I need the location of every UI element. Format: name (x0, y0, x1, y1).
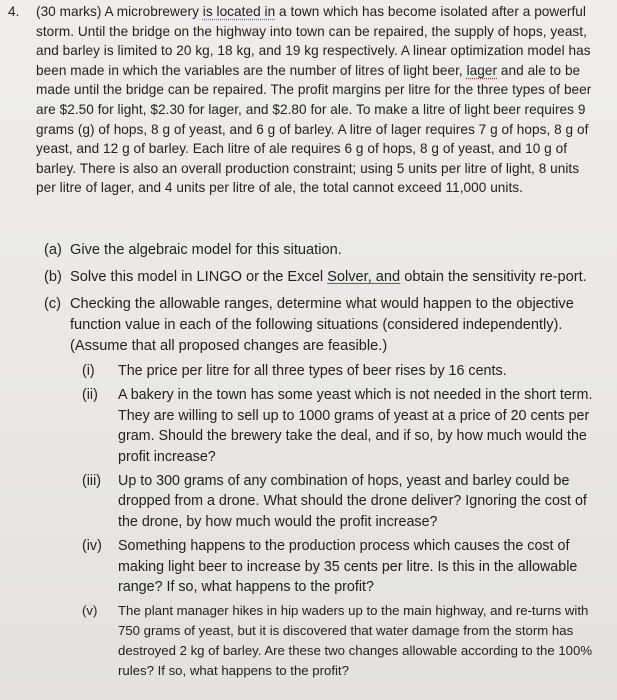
solver-link[interactable]: Solver, and (327, 269, 401, 285)
question-4 (8, 2, 598, 198)
intro-b: a town which has become isolated after a powerful storm. Until the bridge on the highway into town can be repaired, the supply of hops, yeast, and barley is limited to 20 kg, 18 kg, and 19 kg respectively. A linear optimization model has been made in which the variables are the number of litres of light beer, (36, 4, 591, 78)
subpart-label: (i) (82, 363, 95, 379)
part-c (44, 294, 599, 357)
underlined-phrase: is located in (202, 4, 276, 19)
subparts-list (82, 361, 602, 681)
part-c-text: Checking the allowable ranges, determine what would happen to the objective function value in each of the following situations (considered independently). (Assume that all proposed changes are feasible.) (70, 296, 574, 354)
part-a (44, 240, 599, 261)
subpart-label: (ii) (82, 387, 98, 404)
subpart-label: (iv) (82, 538, 102, 555)
part-c-label: (c) (44, 296, 62, 312)
part-a-text: Give the algebraic model for this situation. (70, 242, 342, 258)
part-a-label: (a) (44, 242, 62, 258)
part-b-text-b: obtain the sensitivity re-port. (404, 269, 587, 285)
subpart-label: (iii) (82, 473, 102, 490)
part-b-text-a: Solve this model in LINGO or the Excel (70, 269, 324, 285)
subpart-text: Something happens to the production process which causes the cost of making light beer to increase by 35 cents per litre. Is this in the allowable range? If so, what happens to the profit? (118, 538, 578, 596)
subpart-text: The price per litre for all three types of beer rises by 16 cents. (118, 363, 507, 379)
intro-a: A microbrewery (104, 4, 199, 19)
intro-c: and ale to be made until the bridge can be repaired. The profit margins per litre for the three types of beer are $2.50 for light, $2.30 for lager, and $2.80 for ale. To make a litre of light beer requires 9 grams (g) of hops, 8 g of yeast, and 6 g of barley. A litre of lager requires 7 g of hops, 8 g of yeast, and 12 g of barley. Each litre of ale requires 6 g of hops, 8 g of yeast, and 10 g of barley. There is also an overall production constraint; using 5 units per litre of light, 8 units per litre of lager, and 4 units per litre of ale, the total cannot exceed 11,000 units. (36, 62, 592, 196)
question-parts (44, 240, 599, 685)
subpart-text: A bakery in the town has some yeast which is not needed in the short term. They are willing to sell up to 1000 grams of yeast at a price of 20 cents per gram. Should the brewery take the deal, and if so, by how much would the profit increase? (118, 387, 593, 465)
subpart-v (82, 601, 602, 681)
question-number: 4. (8, 4, 20, 19)
lager-word: lager (466, 62, 498, 78)
subpart-text: The plant manager hikes in hip waders up to the main highway, and re-turns with 750 grams of yeast, but it is discovered that water damage from the storm has destroyed 2 kg of barley. Are these two changes allowable according to the 100% rules? If so, what happens to the profit? (118, 603, 593, 679)
question-marks: (30 marks) (36, 4, 102, 19)
subpart-iii (82, 471, 602, 532)
subpart-iv (82, 536, 602, 597)
subpart-label: (v) (82, 603, 98, 619)
question-text (36, 2, 598, 198)
part-b-text (70, 267, 599, 288)
subpart-i (82, 361, 602, 381)
part-b (44, 267, 599, 288)
subpart-ii (82, 385, 602, 467)
part-b-label: (b) (44, 269, 62, 285)
subpart-text: Up to 300 grams of any combination of hops, yeast and barley could be dropped from a drone. What should the drone deliver? Ignoring the cost of the drone, by how much would the profit increase? (118, 473, 587, 530)
